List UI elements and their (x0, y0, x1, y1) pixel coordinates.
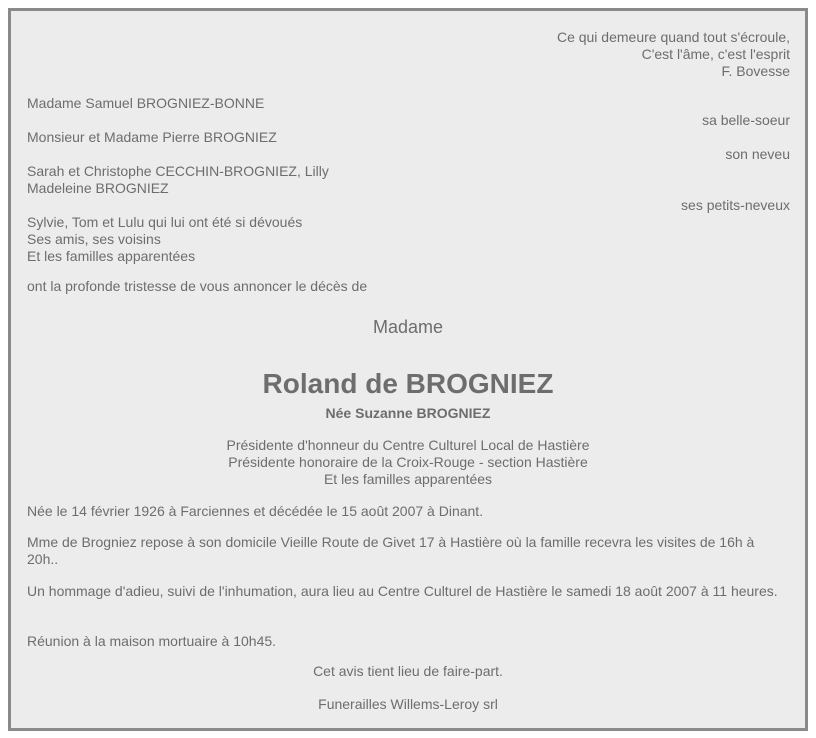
ceremony-info: Un hommage d'adieu, suivi de l'inhumation, aura lieu au Centre Culturel de Hastière le samedi 18 août 2007 à 11 heures. (27, 583, 778, 599)
role-line-2: Présidente honoraire de la Croix-Rouge - section Hastière (228, 454, 588, 470)
meeting-info: Réunion à la maison mortuaire à 10h45. (27, 633, 277, 649)
role-line-3: Et les familles apparentées (323, 471, 493, 487)
funeral-home: Funerailles Willems-Leroy srl (318, 696, 498, 712)
notice-text: Cet avis tient lieu de faire-part. (313, 663, 503, 679)
family-member-3-line-1: Sarah et Christophe CECCHIN-BROGNIEZ, Lilly (27, 163, 329, 179)
family-member-3-line-2: Madeleine BROGNIEZ (27, 180, 169, 196)
others-line-3: Et les familles apparentées (27, 248, 196, 264)
family-relation-3: ses petits-neveux (681, 197, 790, 213)
quote-line-1: Ce qui demeure quand tout s'écroule, (556, 29, 790, 45)
family-member-1: Madame Samuel BROGNIEZ-BONNE (27, 95, 265, 111)
obituary-frame (8, 8, 808, 731)
birth-death-info: Née le 14 février 1926 à Farciennes et décédée le 15 août 2007 à Dinant. (27, 503, 484, 519)
quote-line-2: C'est l'âme, c'est l'esprit (641, 46, 790, 62)
quote-author: F. Bovesse (721, 63, 790, 79)
announcement: ont la profonde tristesse de vous annoncer le décès de (27, 278, 368, 294)
maiden-name: Née Suzanne BROGNIEZ (325, 405, 491, 421)
deceased-title: Madame (372, 317, 444, 337)
family-relation-2: son neveu (725, 146, 790, 162)
role-line-1: Présidente d'honneur du Centre Culturel Local de Hastière (226, 437, 590, 453)
others-line-1: Sylvie, Tom et Lulu qui lui ont été si dévoués (27, 214, 303, 230)
family-member-2: Monsieur et Madame Pierre BROGNIEZ (27, 129, 277, 145)
deceased-name: Roland de BROGNIEZ (262, 368, 554, 399)
visitation-info: Mme de Brogniez repose à son domicile Vieille Route de Givet 17 à Hastière où la famille recevra les visites de 16h à 20h.. (27, 534, 755, 567)
others-line-2: Ses amis, ses voisins (27, 231, 161, 247)
family-relation-1: sa belle-soeur (702, 112, 790, 128)
